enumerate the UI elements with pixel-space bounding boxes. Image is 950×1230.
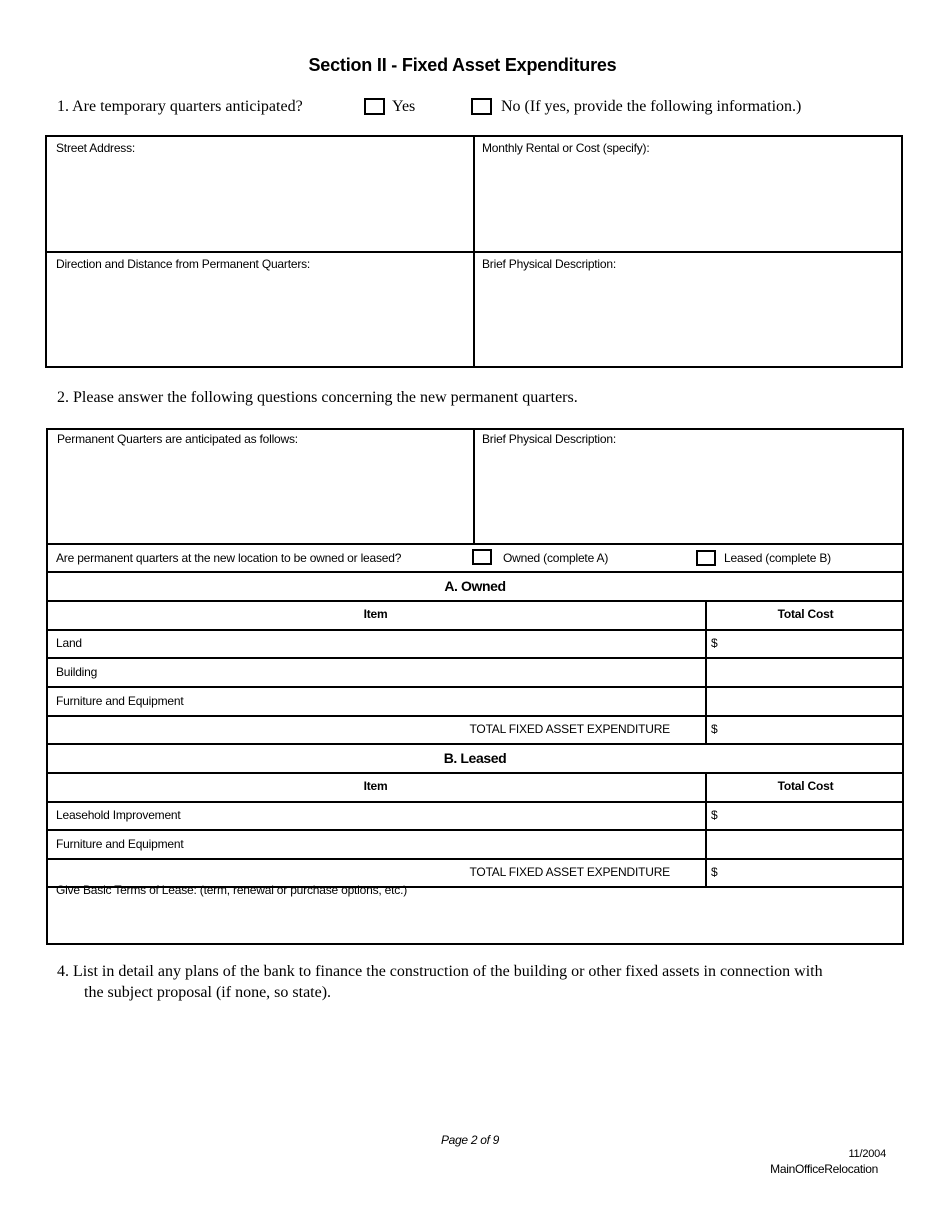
owned-label: Owned (complete A) — [503, 551, 609, 565]
q2-text: 2. Please answer the following questions concerning the new permanent quarters. — [57, 389, 578, 406]
q4-line2: the subject proposal (if none, so state). — [84, 984, 332, 1001]
row-line — [46, 600, 904, 602]
leased-total-label: TOTAL FIXED ASSET EXPENDITURE — [469, 865, 670, 879]
leased-label: Leased (complete B) — [724, 551, 831, 565]
row-line — [46, 629, 904, 631]
row-line — [46, 715, 904, 717]
perm-table-divider — [473, 428, 475, 543]
temp-table-row-divider — [45, 251, 903, 253]
q1-no-checkbox[interactable] — [471, 98, 492, 115]
row-line — [46, 686, 904, 688]
street-address-label: Street Address: — [56, 141, 136, 155]
section-title: Section II - Fixed Asset Expenditures — [308, 55, 617, 75]
row-line — [46, 571, 904, 573]
leased-checkbox[interactable] — [696, 550, 716, 566]
owned-land-cost[interactable]: $ — [711, 636, 718, 650]
owned-row-building: Building — [56, 665, 98, 679]
row-line — [46, 657, 904, 659]
leased-col-cost: Total Cost — [777, 779, 834, 793]
q4-answer-area[interactable] — [57, 1010, 897, 1120]
leased-heading: B. Leased — [443, 750, 507, 766]
q1-no-label: No (If yes, provide the following information.) — [501, 98, 802, 115]
owned-building-cost[interactable] — [711, 665, 901, 679]
lease-terms-field[interactable] — [49, 899, 901, 942]
owned-cost-divider — [705, 600, 707, 744]
leased-col-item: Item — [363, 779, 388, 793]
q4-line1: 4. List in detail any plans of the bank to finance the construction of the building or other fixed assets in connection with — [57, 963, 823, 980]
row-line — [46, 858, 904, 860]
q1-text: 1. Are temporary quarters anticipated? — [57, 98, 303, 115]
perm-brief-description-field[interactable] — [477, 449, 901, 541]
q1-yes-label: Yes — [392, 98, 416, 115]
owned-total-cost[interactable]: $ — [711, 722, 718, 736]
leased-total-cost[interactable]: $ — [711, 865, 718, 879]
monthly-rental-field[interactable] — [477, 158, 900, 249]
row-line — [46, 743, 904, 745]
page-number: Page 2 of 9 — [440, 1133, 500, 1147]
owned-or-leased-question: Are permanent quarters at the new location to be owned or leased? — [56, 551, 402, 565]
lease-terms-label: Give Basic Terms of Lease: (term, renewal or purchase options, etc.) — [56, 883, 407, 897]
row-line — [46, 543, 904, 545]
perm-brief-description-label: Brief Physical Description: — [482, 432, 616, 446]
owned-checkbox[interactable] — [472, 549, 492, 565]
perm-anticipated-label: Permanent Quarters are anticipated as follows: — [57, 432, 298, 446]
row-line — [46, 829, 904, 831]
row-line — [46, 772, 904, 774]
leased-furniture-cost[interactable] — [711, 837, 901, 851]
monthly-rental-label: Monthly Rental or Cost (specify): — [482, 141, 650, 155]
q1-yes-checkbox[interactable] — [364, 98, 385, 115]
temp-brief-description-label: Brief Physical Description: — [482, 257, 616, 271]
owned-total-label: TOTAL FIXED ASSET EXPENDITURE — [469, 722, 670, 736]
row-line — [46, 801, 904, 803]
owned-col-cost: Total Cost — [777, 607, 834, 621]
direction-distance-label: Direction and Distance from Permanent Quarters: — [56, 257, 311, 271]
leased-leasehold-cost[interactable]: $ — [711, 808, 718, 822]
owned-row-furniture: Furniture and Equipment — [56, 694, 184, 708]
leased-row-furniture: Furniture and Equipment — [56, 837, 184, 851]
footer-date: 11/2004 — [848, 1148, 886, 1160]
owned-row-land: Land — [56, 636, 82, 650]
owned-furniture-cost[interactable] — [711, 694, 901, 708]
owned-heading: A. Owned — [444, 578, 506, 594]
leased-row-leasehold: Leasehold Improvement — [56, 808, 181, 822]
footer-doc-name: MainOfficeRelocation — [770, 1162, 878, 1176]
temp-brief-description-field[interactable] — [477, 274, 900, 365]
direction-distance-field[interactable] — [48, 274, 471, 365]
owned-col-item: Item — [363, 607, 388, 621]
perm-anticipated-field[interactable] — [49, 449, 471, 541]
street-address-field[interactable] — [48, 158, 471, 249]
